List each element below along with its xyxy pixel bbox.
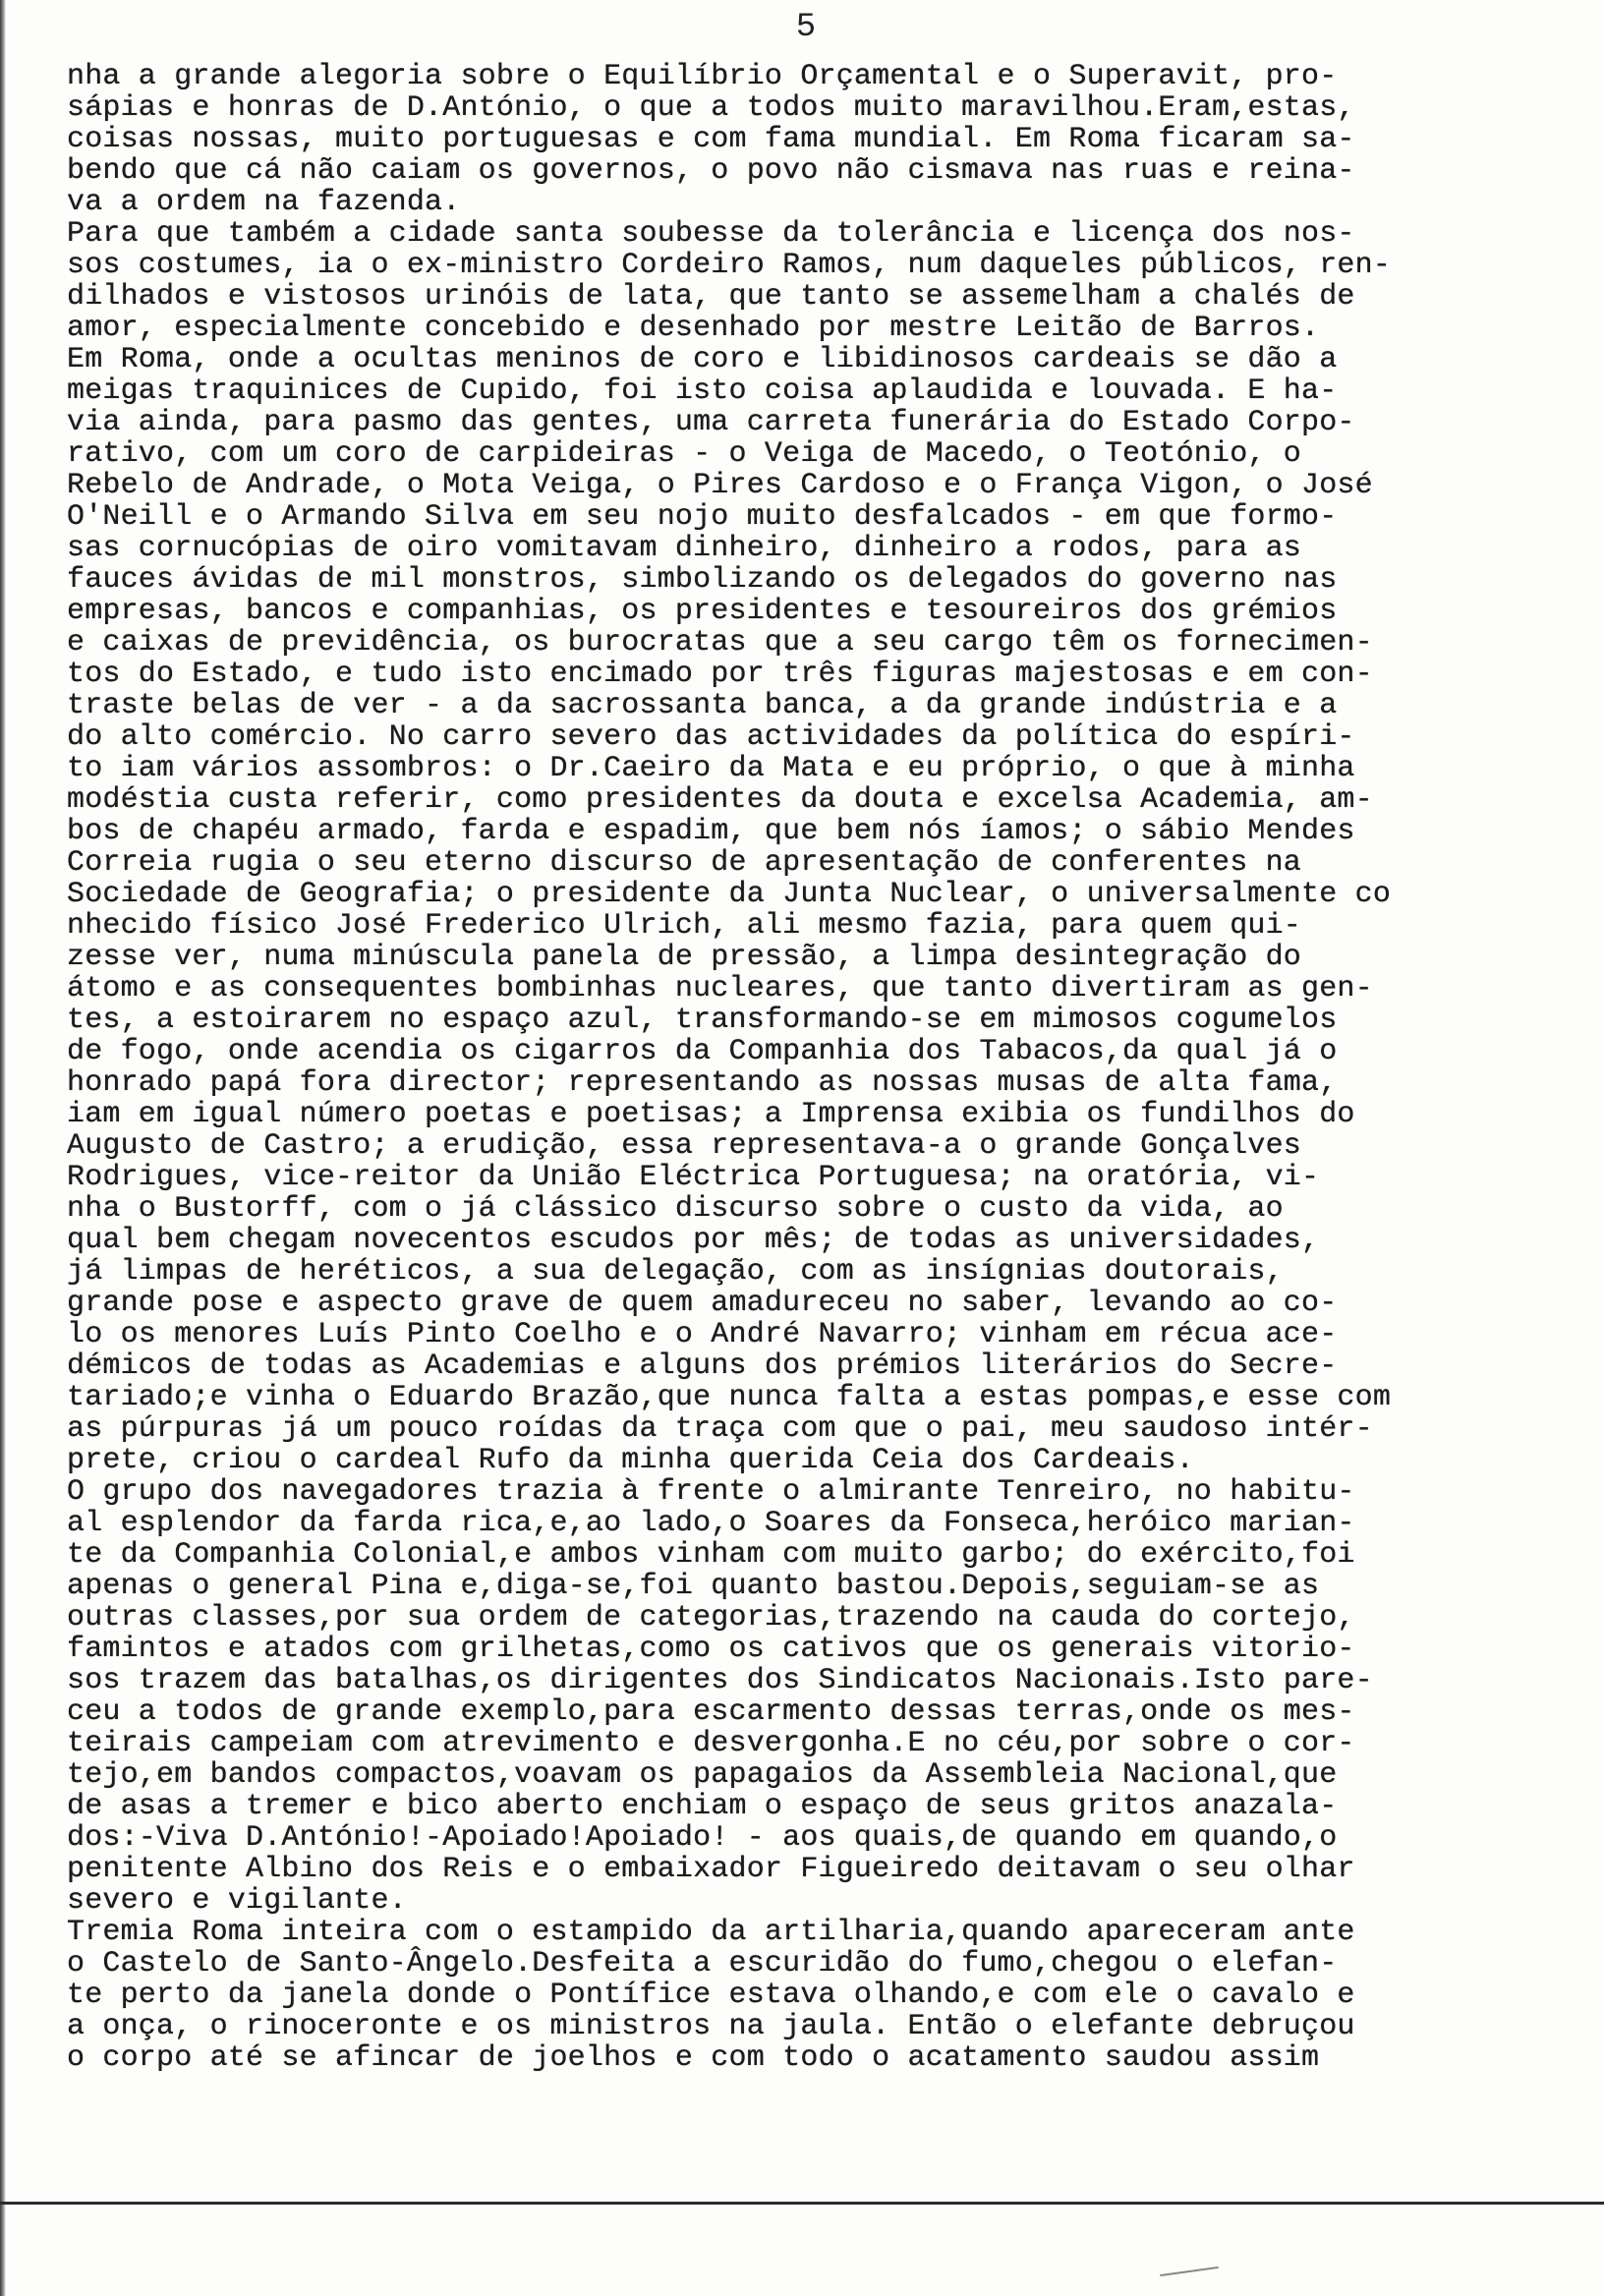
text-line: tos do Estado, e tudo isto encimado por três figuras majestosas e em con- — [67, 658, 1373, 691]
text-line: te da Companhia Colonial,e ambos vinham com muito garbo; do exército,foi — [67, 1538, 1355, 1572]
bottom-pen-mark — [1160, 2267, 1219, 2276]
text-line: e caixas de previdência, os burocratas que a seu cargo têm os fornecimen- — [67, 626, 1373, 660]
text-line: al esplendor da farda rica,e,ao lado,o Soares da Fonseca,heróico marian- — [67, 1507, 1355, 1540]
text-line: de asas a tremer e bico aberto enchiam o espaço de seus gritos anazala- — [67, 1790, 1338, 1823]
text-line: sas cornucópias de oiro vomitavam dinheiro, dinheiro a rodos, para as — [67, 532, 1302, 565]
text-line: severo e vigilante. — [67, 1884, 407, 1918]
text-line: te perto da janela donde o Pontífice estava olhando,e com ele o cavalo e — [67, 1979, 1355, 2012]
text-line: empresas, bancos e companhias, os presidentes e tesoureiros dos grémios — [67, 595, 1338, 628]
text-line: penitente Albino dos Reis e o embaixador Figueiredo deitavam o seu olhar — [67, 1853, 1355, 1886]
text-line: Para que também a cidade santa soubesse da tolerância e licença dos nos- — [67, 217, 1355, 251]
text-line: va a ordem na fazenda. — [67, 186, 461, 219]
text-line: rativo, com um coro de carpideiras - o Veiga de Macedo, o Teotónio, o — [67, 437, 1302, 471]
text-line: O'Neill e o Armando Silva em seu nojo muito desfalcados - em que formo- — [67, 500, 1338, 534]
text-line: lo os menores Luís Pinto Coelho e o André Navarro; vinham em récua ace- — [67, 1318, 1338, 1351]
page-number: 5 — [795, 9, 817, 46]
text-line: nha a grande alegoria sobre o Equilíbrio Orçamental e o Superavit, pro- — [67, 60, 1338, 93]
bottom-rule-line — [0, 2202, 1604, 2205]
text-line: tariado;e vinha o Eduardo Brazão,que nunca falta a estas pompas,e esse com — [67, 1381, 1392, 1414]
text-line: zesse ver, numa minúscula panela de pressão, a limpa desintegração do — [67, 941, 1302, 974]
text-line: famintos e atados com grilhetas,como os cativos que os generais vitorio- — [67, 1633, 1355, 1666]
text-line: ceu a todos de grande exemplo,para escarmento dessas terras,onde os mes- — [67, 1695, 1355, 1729]
text-line: as púrpuras já um pouco roídas da traça com que o pai, meu saudoso intér- — [67, 1412, 1373, 1446]
typewritten-text-body — [67, 61, 1541, 2074]
text-line: O grupo dos navegadores trazia à frente o almirante Tenreiro, no habitu- — [67, 1475, 1355, 1509]
text-line: dos:-Viva D.António!-Apoiado!Apoiado! - aos quais,de quando em quando,o — [67, 1821, 1338, 1855]
text-line: átomo e as consequentes bombinhas nucleares, que tanto divertiram as gen- — [67, 972, 1373, 1005]
text-line: coisas nossas, muito portuguesas e com fama mundial. Em Roma ficaram sa- — [67, 123, 1355, 156]
text-line: Em Roma, onde a ocultas meninos de coro e libidinosos cardeais se dão a — [67, 343, 1338, 376]
text-line: iam em igual número poetas e poetisas; a Imprensa exibia os fundilhos do — [67, 1098, 1355, 1131]
text-line: via ainda, para pasmo das gentes, uma carreta funerária do Estado Corpo- — [67, 406, 1355, 439]
scan-left-edge — [0, 0, 6, 2296]
text-line: do alto comércio. No carro severo das actividades da política do espíri- — [67, 720, 1355, 754]
text-line: prete, criou o cardeal Rufo da minha querida Ceia dos Cardeais. — [67, 1444, 1194, 1477]
text-line: o corpo até se afincar de joelhos e com todo o acatamento saudou assim — [67, 2041, 1320, 2075]
text-line: sos trazem das batalhas,os dirigentes dos Sindicatos Nacionais.Isto pare- — [67, 1664, 1373, 1697]
text-line: sos costumes, ia o ex-ministro Cordeiro Ramos, num daqueles públicos, ren- — [67, 249, 1392, 282]
text-line: nha o Bustorff, com o já clássico discurso sobre o custo da vida, ao — [67, 1192, 1284, 1226]
text-line: meigas traquinices de Cupido, foi isto coisa aplaudida e louvada. E ha- — [67, 374, 1338, 408]
text-line: Augusto de Castro; a erudição, essa representava-a o grande Gonçalves — [67, 1129, 1302, 1163]
text-line: outras classes,por sua ordem de categorias,trazendo na cauda do cortejo, — [67, 1601, 1355, 1635]
text-line: grande pose e aspecto grave de quem amadureceu no saber, levando ao co- — [67, 1287, 1338, 1320]
text-line: Rebelo de Andrade, o Mota Veiga, o Pires Cardoso e o França Vigon, o José — [67, 469, 1373, 502]
text-line: amor, especialmente concebido e desenhado por mestre Leitão de Barros. — [67, 312, 1320, 345]
text-line: apenas o general Pina e,diga-se,foi quanto bastou.Depois,seguiam-se as — [67, 1570, 1320, 1603]
text-line: fauces ávidas de mil monstros, simbolizando os delegados do governo nas — [67, 563, 1338, 597]
text-line: démicos de todas as Academias e alguns dos prémios literários do Secre- — [67, 1349, 1338, 1383]
text-line: já limpas de heréticos, a sua delegação, com as insígnias doutorais, — [67, 1255, 1284, 1289]
text-line: de fogo, onde acendia os cigarros da Companhia dos Tabacos,da qual já o — [67, 1035, 1338, 1068]
text-line: sápias e honras de D.António, o que a todos muito maravilhou.Eram,estas, — [67, 91, 1355, 125]
text-line: tejo,em bandos compactos,voavam os papagaios da Assembleia Nacional,que — [67, 1758, 1338, 1792]
text-line: a onça, o rinoceronte e os ministros na jaula. Então o elefante debruçou — [67, 2010, 1355, 2043]
text-line: Rodrigues, vice-reitor da União Eléctrica Portuguesa; na oratória, vi- — [67, 1161, 1320, 1194]
text-line: tes, a estoirarem no espaço azul, transformando-se em mimosos cogumelos — [67, 1004, 1338, 1037]
text-line: honrado papá fora director; representando as nossas musas de alta fama, — [67, 1066, 1338, 1100]
text-line: o Castelo de Santo-Ângelo.Desfeita a escuridão do fumo,chegou o elefan- — [67, 1947, 1338, 1980]
text-line: modéstia custa referir, como presidentes da douta e excelsa Academia, am- — [67, 783, 1373, 817]
text-line: to iam vários assombros: o Dr.Caeiro da Mata e eu próprio, o que à minha — [67, 752, 1355, 785]
text-line: nhecido físico José Frederico Ulrich, ali mesmo fazia, para quem qui- — [67, 909, 1302, 943]
text-line: Sociedade de Geografia; o presidente da Junta Nuclear, o universalmente co — [67, 878, 1392, 911]
text-line: teirais campeiam com atrevimento e desvergonha.E no céu,por sobre o cor- — [67, 1727, 1355, 1760]
text-line: Correia rugia o seu eterno discurso de apresentação de conferentes na — [67, 846, 1302, 880]
text-line: traste belas de ver - a da sacrossanta banca, a da grande indústria e a — [67, 689, 1338, 722]
text-line: dilhados e vistosos urinóis de lata, que tanto se assemelham a chalés de — [67, 280, 1355, 314]
text-line: Tremia Roma inteira com o estampido da artilharia,quando apareceram ante — [67, 1916, 1355, 1949]
text-line: bos de chapéu armado, farda e espadim, que bem nós íamos; o sábio Mendes — [67, 815, 1355, 848]
text-line: qual bem chegam novecentos escudos por mês; de todas as universidades, — [67, 1224, 1320, 1257]
text-line: bendo que cá não caiam os governos, o povo não cismava nas ruas e reina- — [67, 154, 1355, 188]
